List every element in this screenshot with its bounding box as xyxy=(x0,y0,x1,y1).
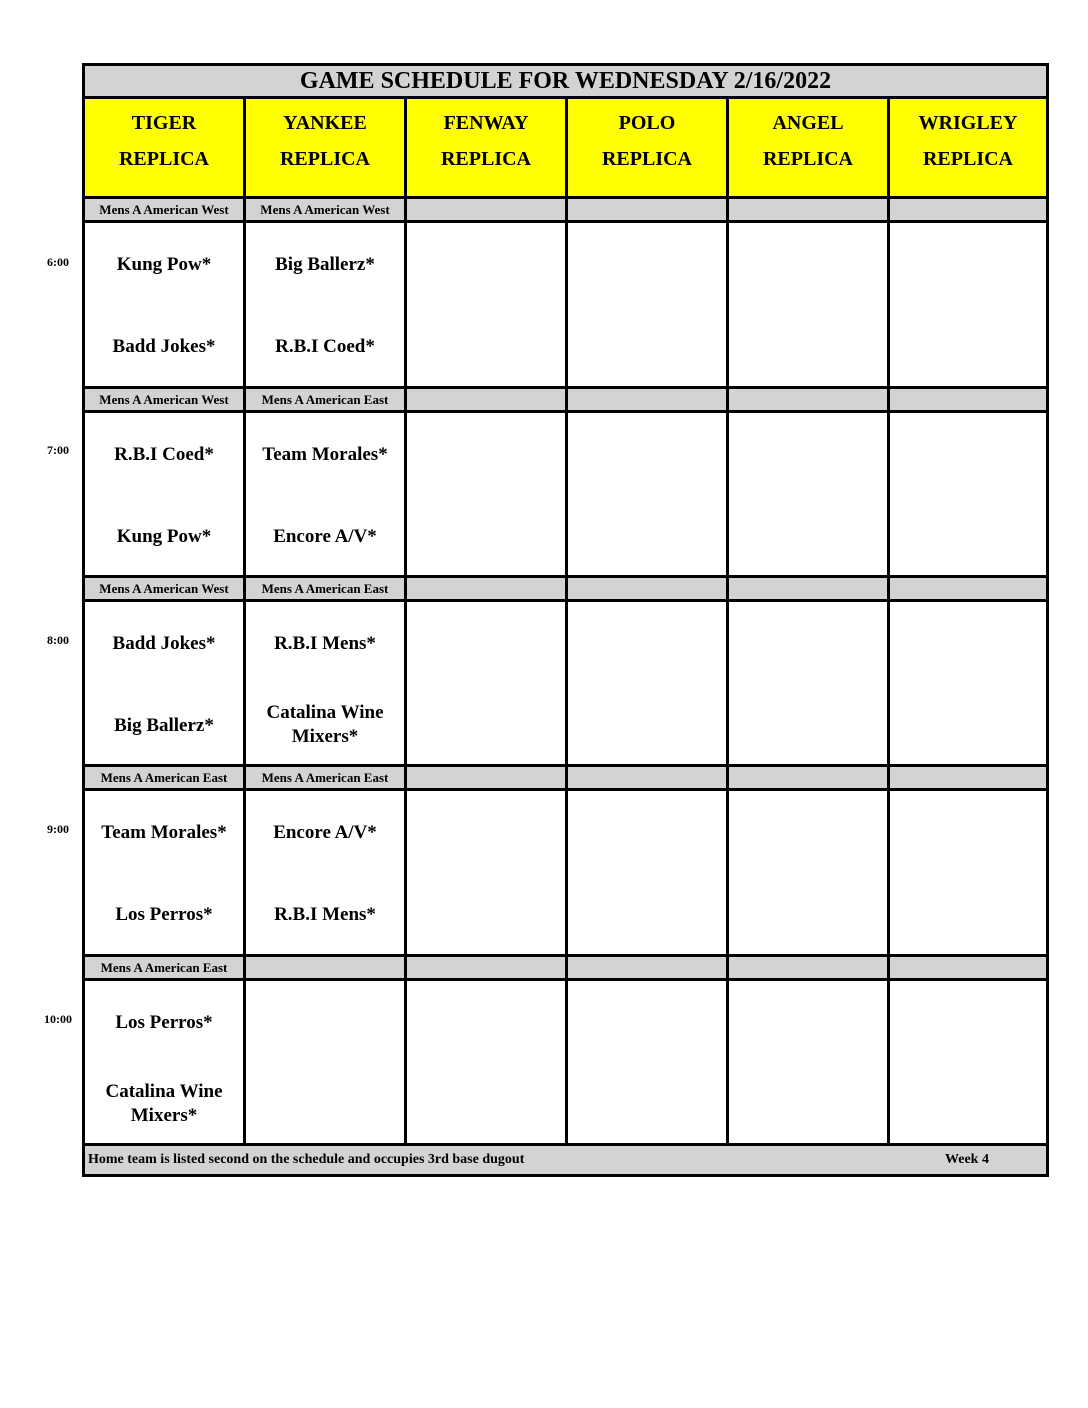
schedule-table xyxy=(82,63,1049,1177)
division-label xyxy=(890,767,1046,788)
division-label: Mens A American West xyxy=(85,578,246,599)
time-label: 7:00 xyxy=(47,443,69,457)
division-label xyxy=(407,578,568,599)
home-team: Big Ballerz* xyxy=(114,715,214,736)
division-label xyxy=(729,767,890,788)
division-label xyxy=(729,957,890,978)
away-team: Kung Pow* xyxy=(116,254,212,275)
home-team: R.B.I Coed* xyxy=(275,336,375,357)
game-cell xyxy=(85,602,246,765)
game-cell xyxy=(407,223,568,386)
field-name: WRIGLEY xyxy=(918,112,1018,134)
division-label xyxy=(568,957,729,978)
game-cell xyxy=(890,981,1046,1144)
field-header-fenway xyxy=(407,99,568,196)
division-label xyxy=(246,957,407,978)
division-label xyxy=(407,389,568,410)
field-name: POLO xyxy=(618,112,676,134)
field-header-yankee xyxy=(246,99,407,196)
division-label xyxy=(568,767,729,788)
home-team: Los Perros* xyxy=(115,904,213,925)
game-cell xyxy=(729,413,890,576)
away-team: Los Perros* xyxy=(115,1012,213,1033)
home-team: Catalina Wine Mixers* xyxy=(266,702,384,747)
division-label xyxy=(890,199,1046,220)
game-cell xyxy=(407,981,568,1144)
division-row xyxy=(85,764,1046,791)
division-row xyxy=(85,575,1046,602)
schedule-title: GAME SCHEDULE FOR WEDNESDAY 2/16/2022 xyxy=(85,66,1046,99)
away-team: Badd Jokes* xyxy=(112,633,216,654)
field-subtitle: REPLICA xyxy=(118,148,209,170)
game-cell xyxy=(407,791,568,954)
division-label: Mens A American East xyxy=(85,957,246,978)
division-label xyxy=(890,957,1046,978)
away-team: Team Morales* xyxy=(262,444,388,465)
division-label xyxy=(890,578,1046,599)
home-team-note: Home team is listed second on the schedule and occupies 3rd base dugout xyxy=(88,1152,525,1167)
away-team: R.B.I Coed* xyxy=(114,444,214,465)
division-label xyxy=(568,199,729,220)
game-cell xyxy=(85,791,246,954)
game-cell xyxy=(890,223,1046,386)
game-cell xyxy=(890,791,1046,954)
division-label: Mens A American East xyxy=(246,389,407,410)
game-cell xyxy=(890,602,1046,765)
field-subtitle: REPLICA xyxy=(762,148,853,170)
time-label: 6:00 xyxy=(47,255,69,269)
field-name: TIGER xyxy=(131,112,197,134)
time-label: 8:00 xyxy=(47,633,69,647)
game-row xyxy=(85,602,1046,765)
division-label xyxy=(407,199,568,220)
division-label xyxy=(729,578,890,599)
game-cell xyxy=(729,981,890,1144)
game-row xyxy=(85,981,1046,1144)
away-team: Encore A/V* xyxy=(273,822,377,843)
division-label: Mens A American East xyxy=(246,767,407,788)
field-name: ANGEL xyxy=(772,112,844,134)
division-row xyxy=(85,954,1046,981)
game-cell xyxy=(568,791,729,954)
away-team: Big Ballerz* xyxy=(275,254,375,275)
game-cell xyxy=(407,413,568,576)
game-cell xyxy=(246,223,407,386)
game-cell xyxy=(246,413,407,576)
field-name: FENWAY xyxy=(443,112,529,134)
game-row xyxy=(85,791,1046,954)
division-label xyxy=(729,389,890,410)
field-name: YANKEE xyxy=(283,112,367,134)
division-label xyxy=(407,957,568,978)
game-cell xyxy=(85,223,246,386)
home-team: Kung Pow* xyxy=(116,526,212,547)
division-label xyxy=(890,389,1046,410)
division-row xyxy=(85,386,1046,413)
division-label xyxy=(568,578,729,599)
game-cell xyxy=(85,981,246,1144)
game-cell xyxy=(568,223,729,386)
away-team: R.B.I Mens* xyxy=(274,633,376,654)
week-label: Week 4 xyxy=(945,1152,989,1167)
home-team: Catalina Wine Mixers* xyxy=(105,1081,223,1126)
game-row xyxy=(85,413,1046,576)
home-team: Encore A/V* xyxy=(273,526,377,547)
home-team: R.B.I Mens* xyxy=(274,904,376,925)
field-header-angel xyxy=(729,99,890,196)
division-row xyxy=(85,196,1046,223)
field-header-row xyxy=(85,99,1046,196)
game-cell xyxy=(890,413,1046,576)
division-label: Mens A American East xyxy=(85,767,246,788)
division-label xyxy=(729,199,890,220)
game-cell xyxy=(246,602,407,765)
field-subtitle: REPLICA xyxy=(279,148,370,170)
field-subtitle: REPLICA xyxy=(440,148,531,170)
field-header-tiger xyxy=(85,99,246,196)
field-header-wrigley xyxy=(890,99,1046,196)
game-row xyxy=(85,223,1046,386)
division-label: Mens A American East xyxy=(246,578,407,599)
game-cell xyxy=(246,791,407,954)
game-cell xyxy=(246,981,407,1144)
game-cell xyxy=(85,413,246,576)
division-label xyxy=(407,767,568,788)
field-subtitle: REPLICA xyxy=(922,148,1013,170)
field-header-polo xyxy=(568,99,729,196)
game-cell xyxy=(407,602,568,765)
game-cell xyxy=(568,413,729,576)
schedule-footer xyxy=(85,1143,1046,1174)
division-label: Mens A American West xyxy=(85,199,246,220)
field-subtitle: REPLICA xyxy=(601,148,692,170)
division-label xyxy=(568,389,729,410)
game-cell xyxy=(568,981,729,1144)
home-team: Badd Jokes* xyxy=(112,336,216,357)
time-label: 10:00 xyxy=(44,1012,72,1026)
away-team: Team Morales* xyxy=(101,822,227,843)
game-cell xyxy=(729,791,890,954)
game-cell xyxy=(729,223,890,386)
time-label: 9:00 xyxy=(47,822,69,836)
game-cell xyxy=(568,602,729,765)
game-cell xyxy=(729,602,890,765)
division-label: Mens A American West xyxy=(85,389,246,410)
division-label: Mens A American West xyxy=(246,199,407,220)
